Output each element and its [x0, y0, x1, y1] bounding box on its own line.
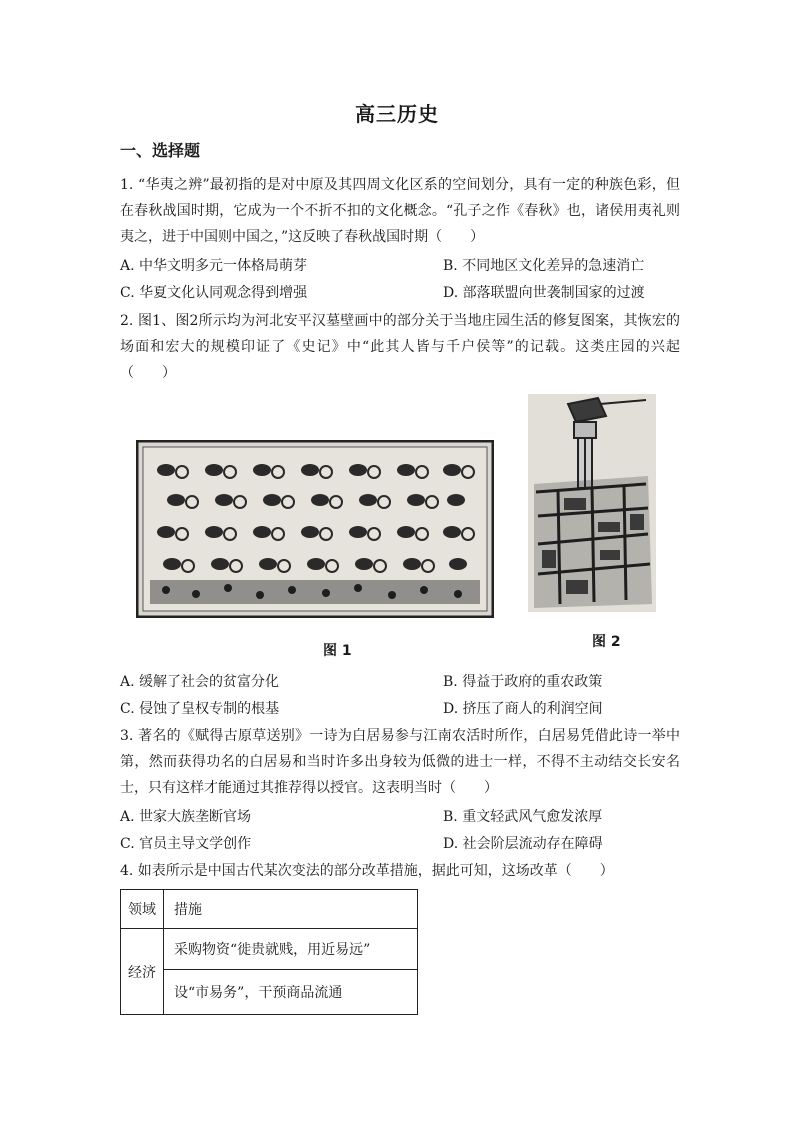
question-2-stem: 2. 图1、图2所示均为河北安平汉墓壁画中的部分关于当地庄园生活的修复图案，其恢宏的场面和宏大的规模印证了《史记》中“此其人皆与千户侯等”的记载。这类庄园的兴起（ ） [120, 313, 680, 381]
section-heading: 一、选择题 [120, 141, 201, 160]
table-cell-measure: 设“市易务”，干预商品流通 [164, 970, 418, 1015]
table-row [121, 970, 418, 1015]
table-cell-measure: 采购物资“徙贵就贱，用近易远” [164, 929, 418, 970]
question-2-option-c: C. 侵蚀了皇权专制的根基 [120, 701, 280, 717]
table-header-domain: 领域 [121, 890, 164, 929]
table-header-measures: 措施 [164, 890, 418, 929]
question-1-option-b: B. 不同地区文化差异的急速消亡 [443, 258, 645, 274]
question-1-stem: 1. “华夷之辨”最初指的是对中原及其四周文化区系的空间划分，具有一定的种族色彩，但在春秋战国时期，它成为一个不折不扣的文化概念。“孔子之作《春秋》也，诸侯用夷礼则夷之，进于中国则中国之，”这反映了春秋战国时期（ ） [120, 177, 680, 245]
table-cell-domain: 经济 [121, 929, 164, 1015]
question-4-stem: 4. 如表所示是中国古代某次变法的部分改革措施，据此可知，这场改革（ ） [120, 863, 614, 879]
question-3-option-c: C. 官员主导文学创作 [120, 836, 252, 852]
question-1-option-d: D. 部落联盟向世袭制国家的过渡 [443, 285, 645, 301]
question-2-option-a: A. 缓解了社会的贫富分化 [120, 674, 280, 690]
question-2-option-b: B. 得益于政府的重农政策 [443, 674, 603, 690]
question-2-option-d: D. 挤压了商人的利润空间 [443, 701, 603, 717]
figure-1-mural-image [136, 440, 494, 618]
question-3-stem: 3. 著名的《赋得古原草送别》一诗为白居易参与江南农活时所作，白居易凭借此诗一举中第，然而获得功名的白居易和当时许多出身较为低微的进士一样，不得不主动结交长安名士，只有这样才能通过其推荐得以授官。这表明当时（ ） [120, 728, 680, 796]
figure-2-mural-image [528, 394, 656, 612]
table-header-row [121, 890, 418, 929]
figure-2-caption: 图 2 [592, 634, 621, 650]
page-title: 高三历史 [355, 102, 439, 126]
question-1-option-a: A. 中华文明多元一体格局萌芽 [120, 258, 308, 274]
question-3-option-d: D. 社会阶层流动存在障碍 [443, 836, 603, 852]
figure-1-caption: 图 1 [323, 643, 352, 659]
question-1-option-c: C. 华夏文化认同观念得到增强 [120, 285, 308, 301]
question-3-option-a: A. 世家大族垄断官场 [120, 809, 252, 825]
table-row [121, 929, 418, 970]
reform-measures-table [120, 889, 418, 1015]
question-3-option-b: B. 重文轻武风气愈发浓厚 [443, 809, 603, 825]
